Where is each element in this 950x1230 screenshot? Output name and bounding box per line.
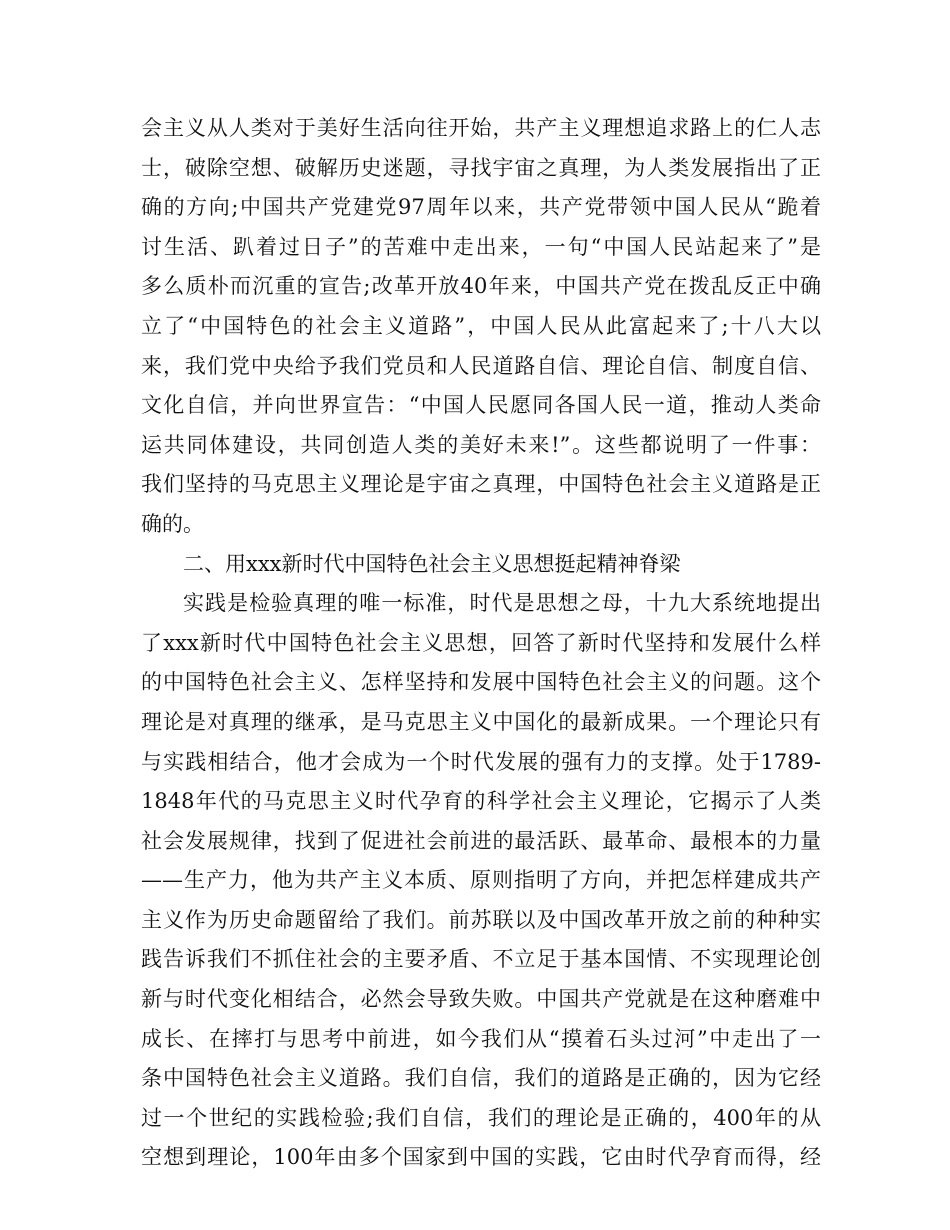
- section-heading: 二、用xxx新时代中国特色社会主义思想挺起精神脊梁: [183, 551, 681, 576]
- text-line: 讨生活、趴着过日子”的苦难中走出来，一句“中国人民站起来了”是: [141, 234, 821, 259]
- text-line: 理论是对真理的继承，是马克思主义中国化的最新成果。一个理论只有: [141, 709, 821, 734]
- text-line: 来，我们党中央给予我们党员和人民道路自信、理论自信、制度自信、: [141, 353, 821, 378]
- text-line: 运共同体建设，共同创造人类的美好未来!”。这些都说明了一件事：: [141, 432, 821, 457]
- text-line: 过一个世纪的实践检验;我们自信，我们的理论是正确的，400年的从: [141, 1105, 821, 1130]
- text-line: 确的。: [141, 511, 204, 536]
- text-line: 实践是检验真理的唯一标准，时代是思想之母，十九大系统地提出: [183, 591, 821, 616]
- text-line: 士，破除空想、破解历史迷题，寻找宇宙之真理，为人类发展指出了正: [141, 155, 821, 180]
- text-line: 我们坚持的马克思主义理论是宇宙之真理，中国特色社会主义道路是正: [141, 472, 821, 497]
- text-line: 了xxx新时代中国特色社会主义思想，回答了新时代坚持和发展什么样: [141, 630, 821, 655]
- text-line: 会主义从人类对于美好生活向往开始，共产主义理想追求路上的仁人志: [141, 116, 821, 140]
- document-body: [141, 109, 821, 1178]
- text-line: 多么质朴而沉重的宣告;改革开放40年来，中国共产党在拨乱反正中确: [141, 274, 821, 299]
- text-line: 成长、在摔打与思考中前进，如今我们从“摸着石头过河”中走出了一: [141, 1026, 821, 1051]
- text-line: 1848年代的马克思主义时代孕育的科学社会主义理论，它揭示了人类: [141, 789, 821, 814]
- text-line: 条中国特色社会主义道路。我们自信，我们的道路是正确的，因为它经: [141, 1066, 821, 1091]
- text-line: 与实践相结合，他才会成为一个时代发展的强有力的支撑。处于1789-: [141, 749, 821, 774]
- text-line: 文化自信，并向世界宣告：“中国人民愿同各国人民一道，推动人类命: [141, 393, 821, 418]
- text-line: 主义作为历史命题留给了我们。前苏联以及中国改革开放之前的种种实: [141, 907, 821, 932]
- text-line: 确的方向;中国共产党建党97周年以来，共产党带领中国人民从“跪着: [141, 195, 821, 220]
- text-line: 新与时代变化相结合，必然会导致失败。中国共产党就是在这种磨难中: [141, 987, 821, 1012]
- text-line: 的中国特色社会主义、怎样坚持和发展中国特色社会主义的问题。这个: [141, 670, 821, 695]
- text-line: 空想到理论，100年由多个国家到中国的实践，它由时代孕育而得，经: [141, 1145, 821, 1170]
- text-line: 践告诉我们不抓住社会的主要矛盾、不立足于基本国情、不实现理论创: [141, 947, 821, 972]
- text-line: 社会发展规律，找到了促进社会前进的最活跃、最革命、最根本的力量: [141, 828, 821, 853]
- text-line: ——生产力，他为共产主义本质、原则指明了方向，并把怎样建成共产: [141, 868, 821, 893]
- text-line: 立了“中国特色的社会主义道路”，中国人民从此富起来了;十八大以: [141, 313, 821, 338]
